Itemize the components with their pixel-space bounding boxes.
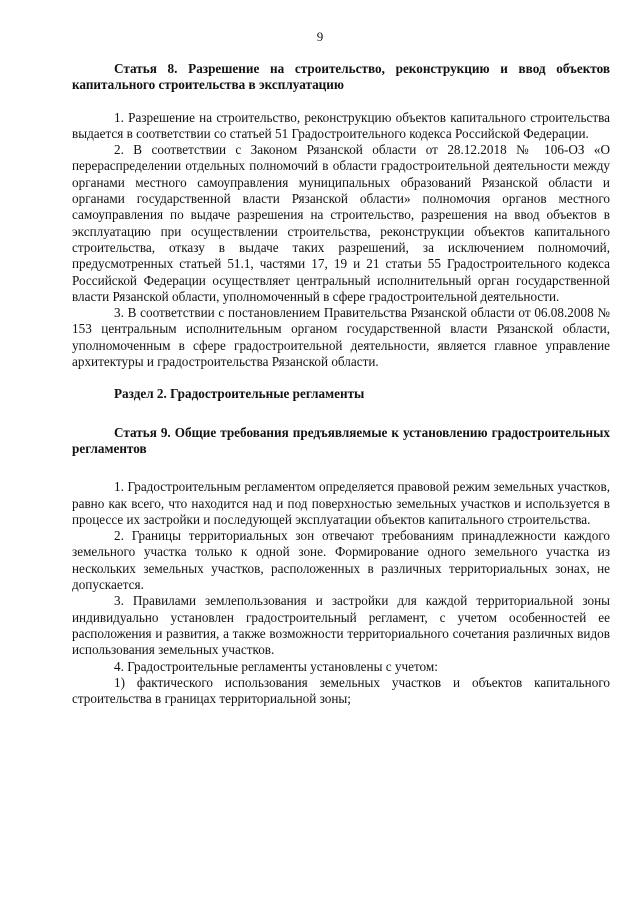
article-9-paragraph-2: 2. Границы территориальных зон отвечают требованиям принадлежности каждого земельного участка только к одной зоне. Формирование одного земельного участка из нескольких земельных участков, расположенных в различных территориальных зонах, не допускается. [72, 528, 610, 593]
page-number: 9 [316, 29, 324, 44]
document-body [72, 61, 610, 707]
article-8-title: Статья 8. Разрешение на строительство, реконструкцию и ввод объектов капитального строительства в эксплуатацию [72, 61, 610, 93]
article-9-paragraph-5: 1) фактического использования земельных участков и объектов капитального строительства в границах территориальной зоны; [72, 674, 610, 707]
article-8-paragraph-1: 1. Разрешение на строительство, реконструкцию объектов капитального строительства выдается в соответствии со статьей 51 Градостроительного кодекса Российской Федерации. [72, 109, 610, 141]
article-9-paragraph-3: 3. Правилами землепользования и застройки для каждой территориальной зоны индивидуально установлен градостроительный регламент, с учетом особенностей ее расположения и развития, а также возможности территориального сочетания различных видов использования земельных участков. [72, 593, 610, 658]
article-9-paragraph-4: 4. Градостроительные регламенты установлены с учетом: [114, 658, 438, 674]
article-8-paragraph-2: 2. В соответствии с Законом Рязанской области от 28.12.2018 № 106-ОЗ «О перераспределении отдельных полномочий в области градостроительной деятельности между органами местного самоуправления муниципальных образований Рязанской области и органами государственной власти Рязанской области» полномочия органов местного самоуправления по выдаче разрешения на строительство, разрешения на ввод объектов в эксплуатацию при осуществлении строительства, реконструкции объектов капитального строительства, отказу в выдаче таких разрешений, за исключением полномочий, предусмотренных статьей 51.1, частями 17, 19 и 21 статьи 55 Градостроительного кодекса Российской Федерации осуществляет центральный исполнительный орган государственной власти Рязанской области, уполномоченный в сфере градостроительной деятельности. [72, 142, 610, 304]
article-8-paragraph-3: 3. В соответствии с постановлением Правительства Рязанской области от 06.08.2008 № 153 центральным исполнительным органом государственной власти Рязанской области, уполномоченным в сфере градостроительной деятельности, является главное управление архитектуры и градостроительства Рязанской области. [72, 305, 610, 370]
section-2-title: Раздел 2. Градостроительные регламенты [114, 386, 365, 402]
article-9-title: Статья 9. Общие требования предъявляемые к установлению градостроительных регламентов [72, 424, 610, 456]
article-9-paragraph-1: 1. Градостроительным регламентом определяется правовой режим земельных участков, равно как всего, что находится над и под поверхностью земельных участков и используется в процессе их застройки и последующей эксплуатации объектов капитального строительства. [72, 479, 610, 527]
